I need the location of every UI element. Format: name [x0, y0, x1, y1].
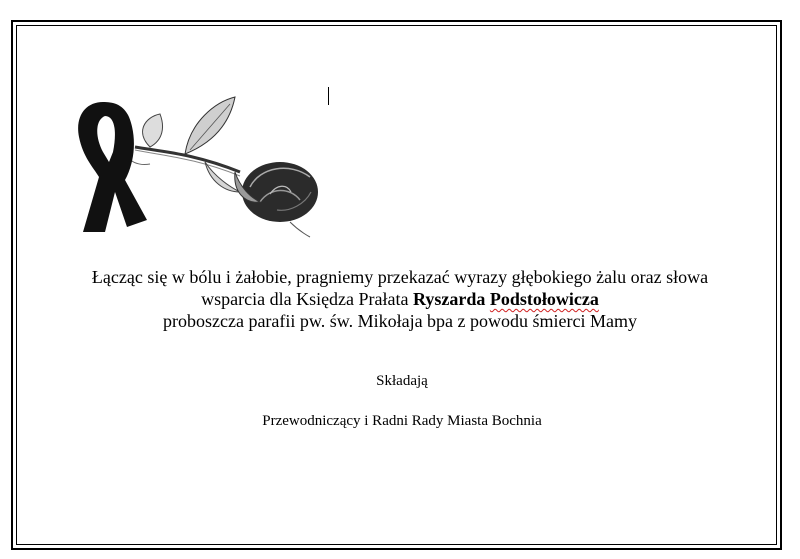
message-line-1: Łącząc się w bólu i żałobie, pragniemy przekazać wyrazy głębokiego żalu oraz słowa	[91, 267, 709, 287]
priest-last-name: Podstołowicza	[489, 289, 599, 309]
message-line-2	[42, 288, 758, 310]
condolence-message	[42, 266, 758, 332]
message-line-3: proboszcza parafii pw. św. Mikołaja bpa z powodu śmierci Mamy	[162, 311, 638, 331]
text-cursor	[328, 87, 329, 105]
signed-label: Składają	[376, 373, 428, 389]
priest-first-name: Ryszarda	[413, 289, 486, 309]
signers: Przewodniczący i Radni Rady Miasta Bochnia	[262, 413, 542, 429]
message-line-2-prefix: wsparcia dla Księdza Prałata	[201, 289, 414, 309]
document-page	[11, 20, 782, 550]
mourning-ribbon-rose-icon	[65, 92, 325, 242]
